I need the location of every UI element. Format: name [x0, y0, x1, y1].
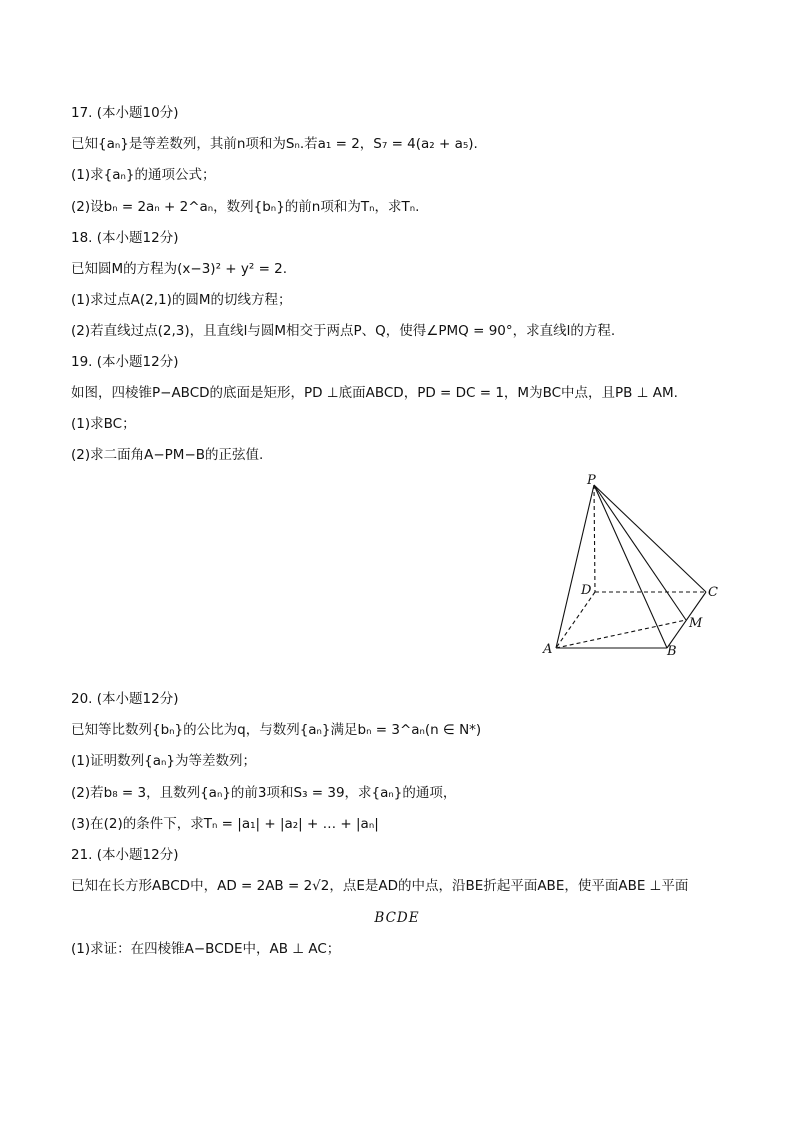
- label-P: P: [587, 473, 596, 488]
- edge-PC: [594, 485, 706, 592]
- problem-21-part-1: (1)求证：在四棱锥A−BCDE中，AB ⊥ AC；: [71, 941, 341, 957]
- label-M: M: [689, 616, 703, 631]
- problem-18-header: 18. (本小题12分): [71, 230, 179, 246]
- problem-20-part-3: (3)在(2)的条件下，求Tₙ = |a₁| + |a₂| + … + |aₙ|: [71, 816, 379, 832]
- edge-DA: [556, 592, 595, 648]
- problem-20-part-2: (2)若b₈ = 3，且数列{aₙ}的前3项和S₃ = 39，求{aₙ}的通项，: [71, 785, 457, 801]
- problem-21-stem: 已知在长方形ABCD中，AD = 2AB = 2√2，点E是AD的中点，沿BE折起平面ABE，使平面ABE ⊥平面: [71, 878, 689, 894]
- edge-BC: [667, 592, 706, 648]
- problem-18-stem: 已知圆M的方程为(x−3)² + y² = 2.: [71, 261, 288, 277]
- problem-21-header: 21. (本小题12分): [71, 847, 179, 863]
- problem-19-stem: 如图，四棱锥P−ABCD的底面是矩形，PD ⊥底面ABCD，PD = DC = 1，M为BC中点，且PB ⊥ AM.: [71, 385, 678, 401]
- label-A: A: [543, 642, 553, 657]
- label-C: C: [708, 585, 718, 600]
- edge-PB: [594, 485, 667, 648]
- edge-AM: [556, 620, 686, 648]
- problem-20-stem: 已知等比数列{bₙ}的公比为q，与数列{aₙ}满足bₙ = 3^aₙ(n ∈ N*): [71, 722, 482, 738]
- problem-21-stem-continued: BCDE: [374, 910, 420, 926]
- problem-19-part-2: (2)求二面角A−PM−B的正弦值.: [71, 447, 264, 463]
- problem-20-part-1: (1)证明数列{aₙ}为等差数列；: [71, 753, 256, 769]
- problem-19-part-1: (1)求BC；: [71, 416, 136, 432]
- problem-17-stem: 已知{aₙ}是等差数列，其前n项和为Sₙ.若a₁ = 2，S₇ = 4(a₂ + a₅).: [71, 136, 478, 152]
- label-D: D: [581, 583, 592, 598]
- problem-17-header: 17. (本小题10分): [71, 105, 179, 121]
- problem-20-header: 20. (本小题12分): [71, 691, 179, 707]
- problem-17-part-2: (2)设bₙ = 2aₙ + 2^aₙ，数列{bₙ}的前n项和为Tₙ，求Tₙ.: [71, 199, 420, 215]
- edge-PA: [556, 485, 594, 648]
- edge-PD: [594, 485, 595, 592]
- label-B: B: [667, 644, 677, 659]
- problem-19-header: 19. (本小题12分): [71, 354, 179, 370]
- problem-18-part-1: (1)求过点A(2,1)的圆M的切线方程；: [71, 292, 292, 308]
- edge-PM: [594, 485, 686, 620]
- problem-17-part-1: (1)求{aₙ}的通项公式；: [71, 167, 216, 183]
- problem-18-part-2: (2)若直线过点(2,3)，且直线l与圆M相交于两点P、Q，使得∠PMQ = 90°，求直线l的方程.: [71, 323, 616, 339]
